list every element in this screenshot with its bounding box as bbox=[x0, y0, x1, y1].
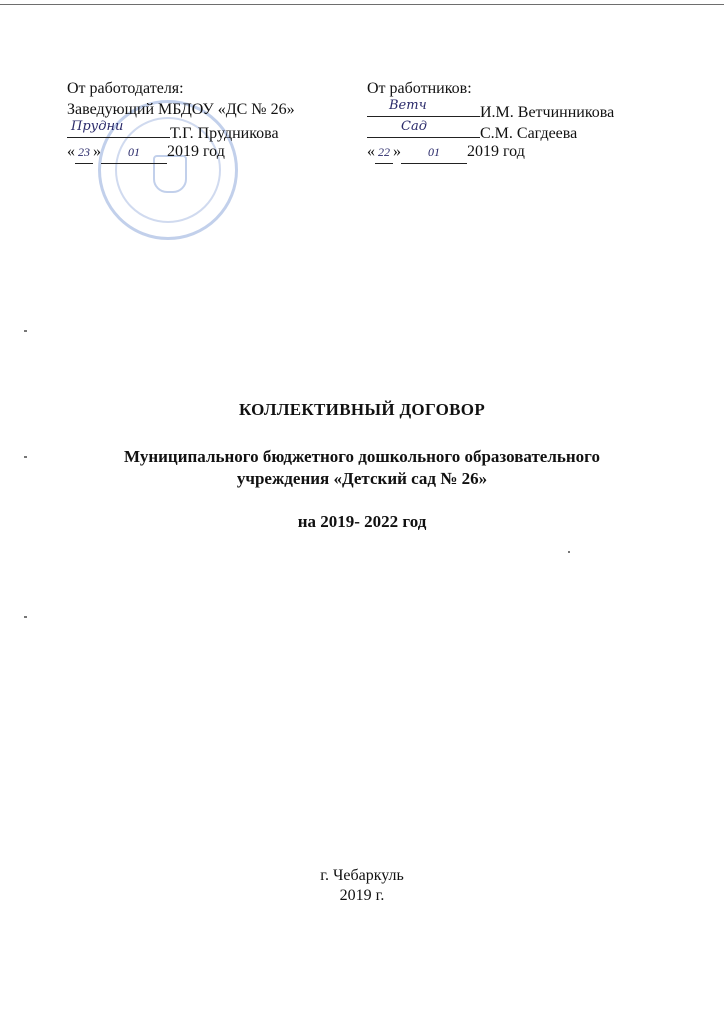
employer-position: Заведующий МБДОУ «ДС № 26» bbox=[67, 101, 295, 118]
employee1-signature-scrawl: Ветч bbox=[389, 98, 427, 113]
employees-heading: От работников: bbox=[367, 80, 472, 97]
employer-signer-name: Т.Г. Прудникова bbox=[170, 125, 279, 142]
employer-date-month: 01 bbox=[101, 142, 167, 164]
scan-speck bbox=[568, 551, 570, 553]
employer-approval-block bbox=[67, 78, 295, 162]
footer-year: 2019 г. bbox=[339, 887, 385, 904]
employer-signature-line bbox=[67, 120, 295, 141]
date-close-quote: » bbox=[93, 143, 101, 160]
employees-date-month: 01 bbox=[401, 142, 467, 164]
document-footer bbox=[0, 866, 724, 906]
employee2-signer-name: С.М. Сагдеева bbox=[480, 125, 578, 142]
scan-speck bbox=[24, 616, 27, 618]
employer-date-line bbox=[67, 141, 295, 162]
document-subtitle bbox=[0, 446, 724, 490]
employees-approval-block bbox=[367, 78, 614, 162]
employee2-signature-scrawl: Сад bbox=[401, 119, 427, 134]
subtitle-line-2: учреждения «Детский сад № 26» bbox=[236, 469, 488, 488]
subtitle-line-1: Муниципального бюджетного дошкольного образовательного bbox=[124, 447, 600, 466]
document-period: на 2019- 2022 год bbox=[297, 512, 427, 531]
footer-city: г. Чебаркуль bbox=[320, 867, 404, 884]
employer-signature-scrawl: Прудни bbox=[71, 119, 124, 134]
scan-speck bbox=[24, 330, 27, 332]
employees-date-year: 2019 год bbox=[467, 143, 525, 160]
employees-date-day: 22 bbox=[375, 142, 393, 164]
employees-date-line bbox=[367, 141, 614, 162]
scan-speck bbox=[24, 456, 27, 458]
date-close-quote: » bbox=[393, 143, 401, 160]
employer-heading: От работодателя: bbox=[67, 80, 184, 97]
employee2-signature-line bbox=[367, 120, 614, 141]
document-title: КОЛЛЕКТИВНЫЙ ДОГОВОР bbox=[238, 400, 486, 419]
page-top-edge bbox=[0, 4, 724, 5]
date-open-quote: « bbox=[67, 143, 75, 160]
date-open-quote: « bbox=[367, 143, 375, 160]
employer-date-year: 2019 год bbox=[167, 143, 225, 160]
employee1-signer-name: И.М. Ветчинникова bbox=[480, 104, 615, 121]
employee2-signature bbox=[367, 120, 480, 138]
employer-date-day: 23 bbox=[75, 142, 93, 164]
employer-signature bbox=[67, 120, 170, 138]
employee1-signature bbox=[367, 99, 480, 117]
